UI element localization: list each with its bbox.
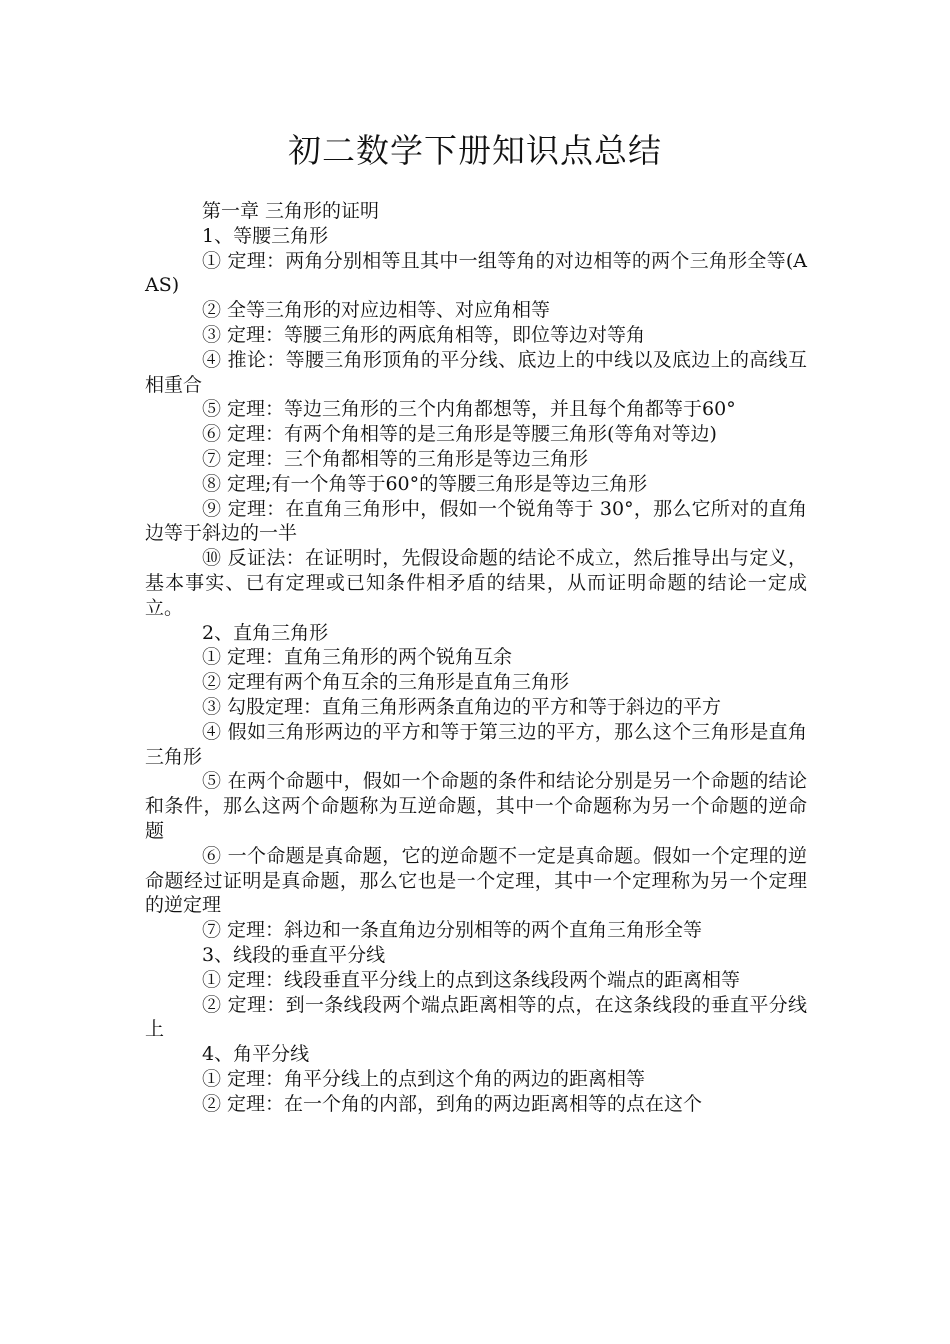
paragraph: ② 全等三角形的对应边相等、对应角相等 (202, 299, 551, 322)
document-title: 初二数学下册知识点总结 (288, 131, 662, 170)
paragraph: ⑥ 定理：有两个角相等的是三角形是等腰三角形(等角对等边) (202, 423, 717, 446)
paragraph: ⑥ 一个命题是真命题，它的逆命题不一定是真命题。假如一个定理的逆命题经过证明是真命题，那么它也是一个定理，其中一个定理称为另一个定理的逆定理 (145, 844, 807, 917)
paragraph: ② 定理有两个角互余的三角形是直角三角形 (202, 671, 570, 694)
paragraph: ① 定理：两角分别相等且其中一组等角的对边相等的两个三角形全等(AAS) (145, 249, 807, 297)
paragraph: ⑨ 定理：在直角三角形中，假如一个锐角等于 30°，那么它所对的直角边等于斜边的一半 (145, 497, 807, 545)
paragraph: ③ 勾股定理：直角三角形两条直角边的平方和等于斜边的平方 (202, 695, 722, 718)
paragraph: ② 定理：到一条线段两个端点距离相等的点，在这条线段的垂直平分线上 (145, 993, 807, 1041)
document-body (145, 199, 807, 1116)
paragraph: ② 定理：在一个角的内部，到角的两边距离相等的点在这个 (202, 1092, 703, 1115)
section-heading: 1、等腰三角形 (202, 224, 329, 247)
paragraph: ① 定理：线段垂直平分线上的点到这条线段两个端点的距离相等 (202, 968, 741, 991)
section-heading: 2、直角三角形 (202, 621, 329, 644)
paragraph: ⑤ 在两个命题中，假如一个命题的条件和结论分别是另一个命题的结论和条件，那么这两个命题称为互逆命题，其中一个命题称为另一个命题的逆命题 (145, 770, 807, 842)
paragraph: ① 定理：直角三角形的两个锐角互余 (202, 646, 513, 669)
section-heading: 4、角平分线 (202, 1043, 310, 1066)
paragraph: ⑤ 定理：等边三角形的三个内角都想等，并且每个角都等于60° (202, 398, 736, 421)
paragraph: ④ 推论：等腰三角形顶角的平分线、底边上的中线以及底边上的高线互相重合 (145, 348, 807, 396)
chapter-heading: 第一章 三角形的证明 (202, 200, 380, 222)
paragraph: ④ 假如三角形两边的平方和等于第三边的平方，那么这个三角形是直角三角形 (145, 720, 807, 768)
paragraph: ⑦ 定理：三个角都相等的三角形是等边三角形 (202, 447, 589, 470)
paragraph: ⑩ 反证法：在证明时，先假设命题的结论不成立，然后推导出与定义，基本事实、已有定理或已知条件相矛盾的结果，从而证明命题的结论一定成立。 (145, 547, 807, 619)
paragraph: ① 定理：角平分线上的点到这个角的两边的距离相等 (202, 1067, 646, 1090)
paragraph: ③ 定理：等腰三角形的两底角相等，即位等边对等角 (202, 323, 646, 346)
section-heading: 3、线段的垂直平分线 (202, 943, 386, 966)
paragraph: ⑧ 定理;有一个角等于60°的等腰三角形是等边三角形 (202, 472, 648, 495)
paragraph: ⑦ 定理：斜边和一条直角边分别相等的两个直角三角形全等 (202, 919, 703, 942)
